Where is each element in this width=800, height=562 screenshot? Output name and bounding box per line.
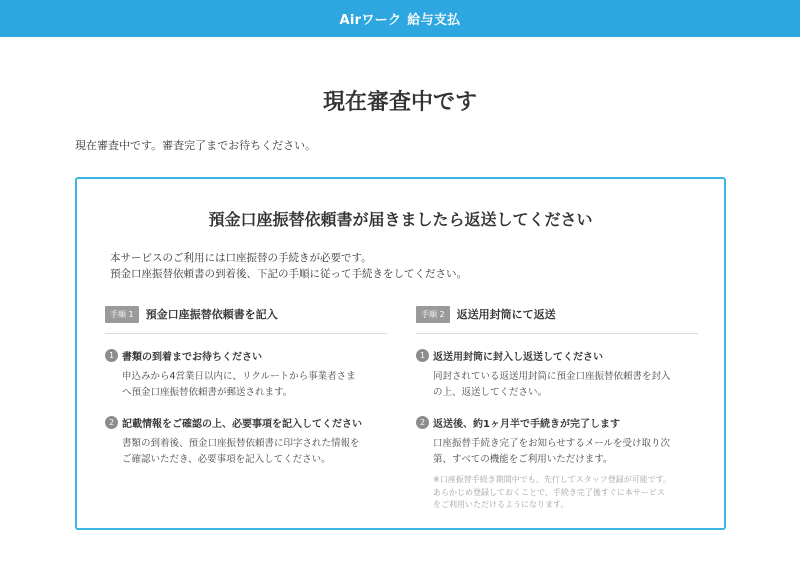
step-item-body [433,369,698,401]
divider [416,333,698,334]
number-badge: 1 [105,349,118,362]
number-badge: 2 [416,416,429,429]
step-item-note [433,474,698,512]
number-badge: 2 [105,416,118,429]
body-line: ご確認いただき、必要事項を記入してください。 [122,454,331,465]
step-tag: 手順 1 [105,306,139,323]
step-item-title: 返送用封筒に封入し返送してください [433,351,603,363]
panel-description-line: 預金口座振替依頼書の到着後、下記の手順に従って手続きをしてください。 [110,268,467,280]
body-line: へ預金口座振替依頼書が郵送されます。 [122,387,293,398]
panel-description [110,250,467,282]
step-heading: 返送用封筒にて返送 [456,308,556,321]
step-header [105,304,387,324]
step-header [416,304,698,324]
step-1-column [105,304,387,468]
divider [105,333,387,334]
body-line: 同封されている返送用封筒に預金口座振替依頼書を封入 [433,371,671,382]
step-item [416,413,698,512]
step-item-title: 書類の到着までお待ちください [122,351,262,363]
note-line: をご利用いただけるようになります。 [433,500,569,509]
step-item-title: 返送後、約1ヶ月半で手続きが完了します [433,418,620,430]
step-item [105,413,387,468]
step-tag: 手順 2 [416,306,450,323]
step-heading: 預金口座振替依頼書を記入 [145,308,278,321]
body-line: 書類の到着後、預金口座振替依頼書に印字された情報を [122,438,360,449]
status-lead-text: 現在審査中です。審査完了までお待ちください。 [75,139,317,152]
app-brand: Airワーク [339,13,402,28]
note-line: ※口座振替手続き期間中でも、先行してスタッフ登録が可能です。 [433,475,672,484]
step-2-column [416,304,698,512]
step-item-body [433,436,698,468]
app-product-name: 給与支払 [407,13,461,28]
panel-description-line: 本サービスのご利用には口座振替の手続きが必要です。 [110,252,372,264]
body-line: の上、返送してください。 [433,387,548,398]
step-item-body [122,436,387,468]
step-item-body [122,369,387,401]
step-item [416,346,698,401]
body-line: 口座振替手続き完了をお知らせするメールを受け取り次 [433,438,671,449]
number-badge: 1 [416,349,429,362]
body-line: 申込みから4営業日以内に、リクルートから事業者さま [122,371,356,382]
step-item-title: 記載情報をご確認の上、必要事項を記入してください [122,418,362,430]
return-instructions-panel [75,177,726,530]
note-line: あらかじめ登録しておくことで、手続き完了後すぐに本サービス [433,487,665,497]
step-item [105,346,387,401]
panel-title: 預金口座振替依頼書が届きましたら返送してください [208,210,593,229]
body-line: 第、すべての機能をご利用いただけます。 [433,454,613,465]
app-header [0,0,800,37]
page-title: 現在審査中です [322,90,477,115]
